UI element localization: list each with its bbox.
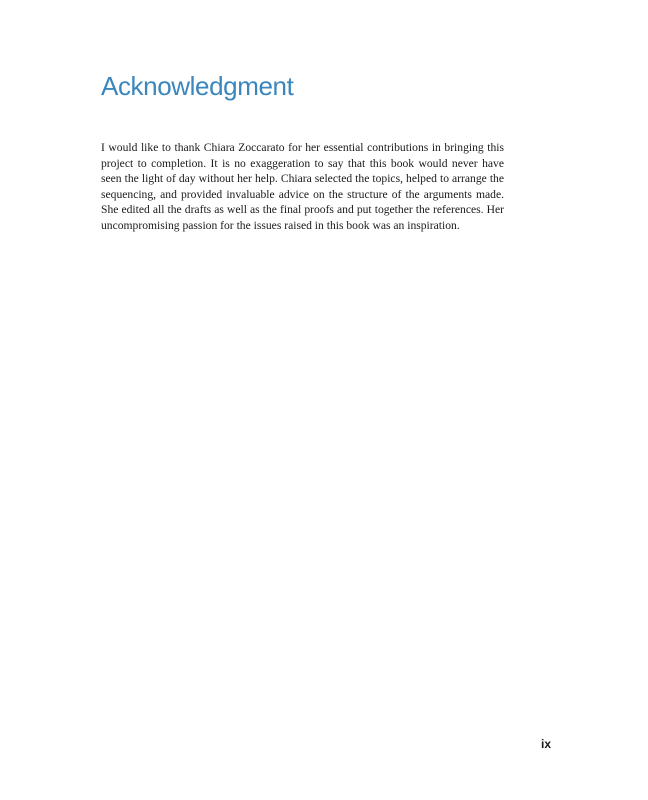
page-number: ix [540,737,551,751]
section-title: Acknowledgment [101,71,294,101]
acknowledgment-paragraph: I would like to thank Chiara Zoccarato for her essential contributions in bringing this project to completion. It is no exaggeration to say that this book would never have seen the light of day without her help. Chiara selected the topics, helped to arrange the sequencing, and provided invaluable advice on the structure of the arguments made. She edited all the drafts as well as the final proofs and put together the references. Her uncompromising passion for the issues raised in this book was an inspiration. [101,141,504,232]
